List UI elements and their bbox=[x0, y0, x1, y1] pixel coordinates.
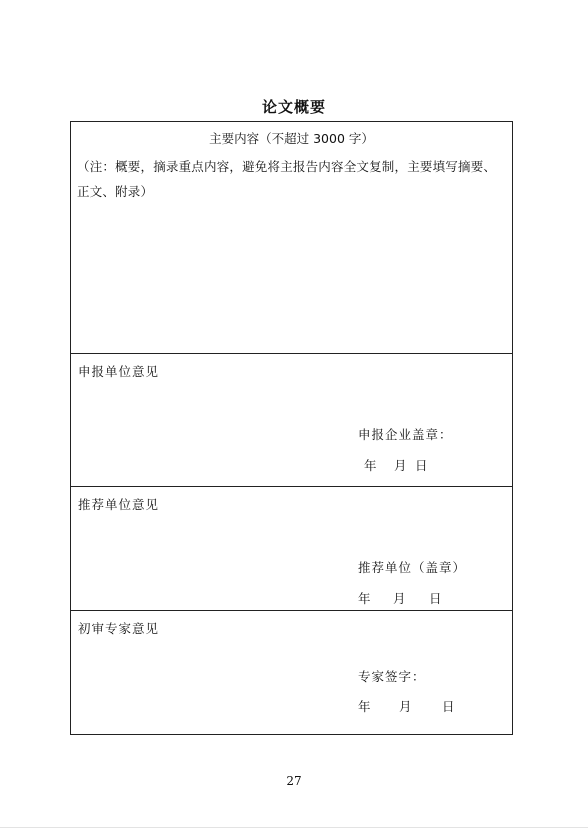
recommender-date-month: 月 bbox=[393, 591, 406, 606]
summary-form-table bbox=[70, 121, 513, 735]
recommender-opinion-label: 推荐单位意见 bbox=[78, 497, 160, 512]
reviewer-date-day: 日 bbox=[442, 699, 455, 714]
reviewer-opinion-label: 初审专家意见 bbox=[78, 621, 160, 636]
recommender-seal-label: 推荐单位（盖章） bbox=[358, 560, 467, 575]
reviewer-signature-label: 专家签字： bbox=[358, 669, 426, 684]
recommender-opinion-section bbox=[71, 487, 512, 611]
applicant-date-year: 年 bbox=[364, 458, 377, 473]
applicant-date-month: 月 bbox=[394, 458, 407, 473]
recommender-date-year: 年 bbox=[358, 591, 371, 606]
reviewer-opinion-section bbox=[71, 611, 512, 734]
page-bottom-divider bbox=[0, 827, 588, 828]
applicant-opinion-label: 申报单位意见 bbox=[78, 364, 160, 379]
main-content-note: （注：概要，摘录重点内容，避免将主报告内容全文复制，主要填写摘要、正文、附录） bbox=[77, 159, 497, 199]
applicant-date-day: 日 bbox=[415, 458, 428, 473]
main-content-section bbox=[71, 122, 512, 354]
page-number: 27 bbox=[286, 774, 302, 788]
page-title: 论文概要 bbox=[261, 98, 326, 116]
reviewer-date-year: 年 bbox=[358, 699, 371, 714]
applicant-seal-label: 申报企业盖章： bbox=[358, 427, 453, 442]
main-content-heading: 主要内容（不超过 3000 字） bbox=[209, 131, 374, 146]
recommender-date-day: 日 bbox=[429, 591, 442, 606]
reviewer-date-month: 月 bbox=[399, 699, 412, 714]
applicant-opinion-section bbox=[71, 354, 512, 487]
